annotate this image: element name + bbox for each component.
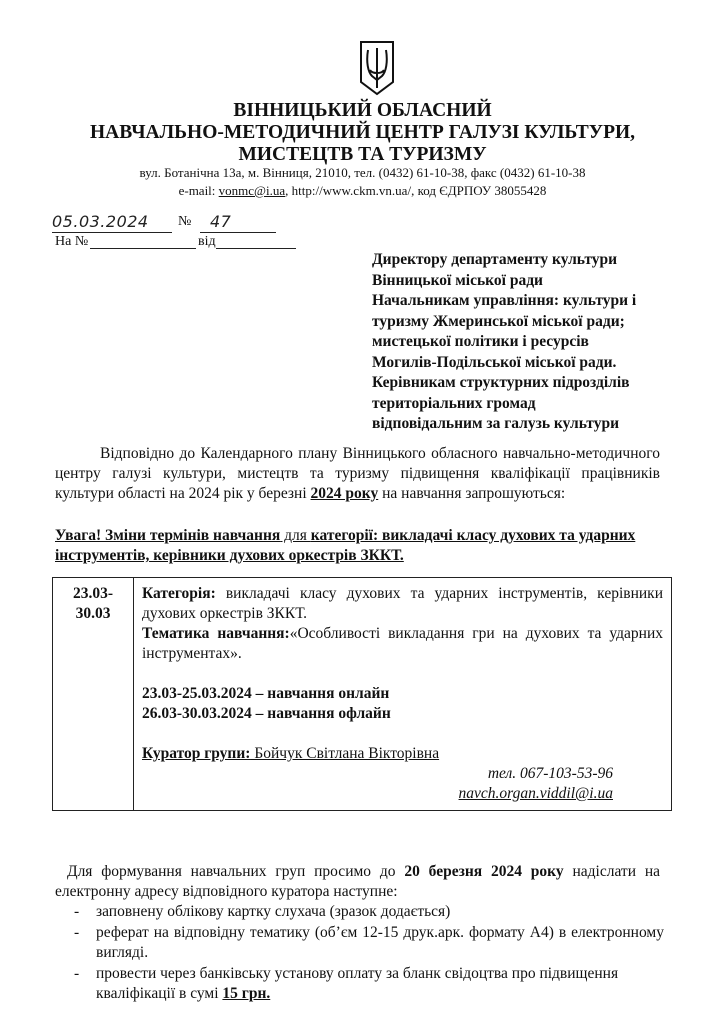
category-text: викладачі класу духових та ударних інструментів, керівники духових оркестрів ЗККТ. [142,585,663,622]
list-item: - заповнену облікову картку слухача (зразок додається) [74,902,664,922]
list-item-text: реферат на відповідну тематику (об’єм 12-15 друк.арк. формату А4) в електронному вигляді. [96,924,664,961]
curator-email[interactable]: navch.organ.viddil@i.ua [458,785,613,802]
course-dates-text: 23.03-30.03 [72,585,114,622]
curator-phone: тел. 067-103-53-96 [487,765,613,782]
course-table [52,577,672,811]
course-topic [142,624,663,664]
addressee-line: Могилів-Подільської міської ради. [372,353,617,371]
org-name-line-3: МИСТЕЦТВ ТА ТУРИЗМУ [238,144,487,165]
ref-number-blank [90,233,196,249]
org-web-and-code: , http://www.ckm.vn.ua/, код ЄДРПОУ 38055428 [285,183,547,198]
list-item-text: провести через банківську установу оплату за бланк свідоцтва про підвищення кваліфікації в сумі [96,965,619,1002]
table-row [53,578,672,811]
intro-year: 2024 року [310,485,379,502]
category-label: Категорія: [142,585,216,602]
course-details [134,578,672,811]
warning-mid: для [280,527,311,544]
ref-date-blank [216,233,296,249]
outro-deadline: 20 березня 2024 року [404,863,564,880]
topic-text: «Особливості викладання гри на духових та ударних інструментах». [142,625,663,662]
addressee-line: туризму Жмеринської міської ради; [372,312,625,330]
addressee-block [372,250,672,435]
requirements-list [74,902,664,1005]
org-email-web [0,182,725,200]
list-item-text: заповнену облікову картку слухача (зразок додається) [96,903,451,920]
trident-emblem-icon [358,40,396,96]
list-item: - провести через банківську установу оплату за бланк свідоцтва про підвищення кваліфікації в сумі 15 грн. [74,964,664,1004]
warning-category: категорії: викладачі класу духових та ударних інструментів, керівники духових оркестрів ЗККТ. [55,527,636,564]
ref-number-label: На № [55,234,89,249]
addressee-line: Директору департаменту культури [372,251,618,268]
outro-paragraph [55,862,660,902]
addressee-line: мистецької політики і ресурсів [372,333,589,350]
org-address: вул. Ботанічна 13а, м. Вінниця, 21010, тел. (0432) 61-10-38, факс (0432) 61-10-38 [139,165,586,180]
intro-text-b: на навчання запрошуються: [378,485,566,502]
org-email-link[interactable]: vonmc@i.ua [218,183,286,198]
reg-date-field [52,212,172,233]
addressee-line: Начальникам управління: культури і [372,292,637,309]
reg-number-label: № [178,214,192,229]
fee-amount: 15 грн. [222,985,271,1002]
warning-lead: Увага! Зміни термінів навчання [55,527,281,544]
addressee-line: відповідальним за галузь культури [372,415,620,432]
addressee-line: територіальних громад [372,394,536,412]
addressee-line: Вінницької міської ради [372,271,543,289]
schedule-change-warning [55,526,660,566]
org-name [0,100,725,166]
curator-name: Бойчук Світлана Вікторівна [250,745,440,762]
reg-date: 05.03.2024 [52,212,149,231]
curator-label: Куратор групи: [142,745,251,762]
intro-text-a: Відповідно до Календарного плану Вінницького обласного навчально-методичного центру галузі культури, мистецтв та туризму підвищення кваліфікації працівників культури області на 2024 рік у березні [55,445,660,502]
email-prefix: e-mail: [178,183,219,198]
curator-line [142,744,663,764]
ref-from-label: від [198,234,216,249]
course-offline-dates: 26.03-30.03.2024 – навчання офлайн [142,705,391,722]
list-item-fee [96,964,664,1004]
org-name-line-1: ВІННИЦЬКИЙ ОБЛАСНИЙ [233,100,492,121]
org-name-line-2: НАВЧАЛЬНО-МЕТОДИЧНИЙ ЦЕНТР ГАЛУЗІ КУЛЬТУРИ, [89,122,636,143]
addressee-line: Керівникам структурних підрозділів [372,374,630,391]
course-dates [53,578,134,811]
list-item: - реферат на відповідну тематику (об’єм 12-15 друк.арк. формату А4) в електронному вигляді. [74,924,664,961]
outro-text-b: надіслати на електронну адресу відповідного куратора наступне: [55,863,660,900]
course-online-dates: 23.03-25.03.2024 – навчання онлайн [142,685,390,702]
intro-paragraph [55,444,660,504]
reg-number-field [200,212,276,233]
topic-label: Тематика навчання: [142,625,290,642]
reg-number: 47 [210,212,232,231]
outro-text-a: Для формування навчальних груп просимо до [67,863,405,880]
course-category [142,584,663,624]
org-contacts [0,164,725,200]
